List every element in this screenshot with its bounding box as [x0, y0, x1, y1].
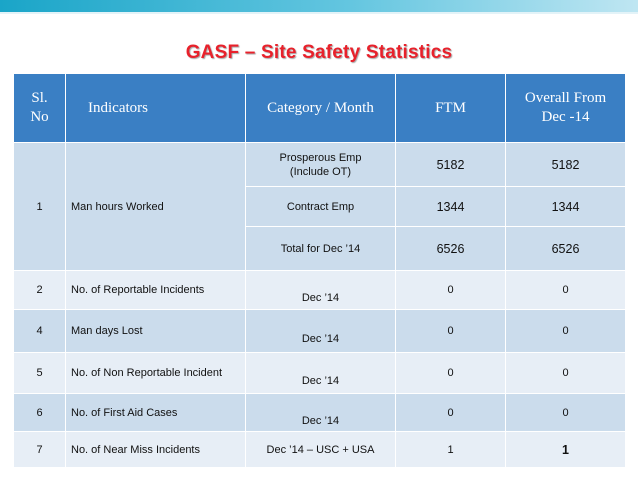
row-indicator-cell: No. of Near Miss Incidents [66, 432, 246, 468]
row-indicator-cell: No. of Reportable Incidents [66, 271, 246, 310]
row-category-cell: Contract Emp [246, 187, 396, 227]
row-indicator-cell: Man hours Worked [66, 143, 246, 271]
header-category-month: Category / Month [246, 74, 396, 143]
table-row [14, 432, 626, 468]
row-overall-cell: 5182 [506, 143, 626, 187]
row-sl-cell: 1 [14, 143, 66, 271]
row-ftm-cell: 5182 [396, 143, 506, 187]
row-sl-cell: 7 [14, 432, 66, 468]
row-sl-cell: 4 [14, 310, 66, 353]
row-sl-cell: 2 [14, 271, 66, 310]
row-ftm-cell: 0 [396, 310, 506, 353]
row-ftm-cell: 0 [396, 394, 506, 432]
table-row [14, 394, 626, 432]
row-overall-cell: 0 [506, 353, 626, 394]
row-category-cell: Dec ’14 [246, 394, 396, 432]
row-indicator-cell: No. of First Aid Cases [66, 394, 246, 432]
row-sl-cell: 5 [14, 353, 66, 394]
row-overall-cell: 1 [506, 432, 626, 468]
row-overall-cell: 0 [506, 394, 626, 432]
row-ftm-cell: 0 [396, 353, 506, 394]
row-overall-cell: 1344 [506, 187, 626, 227]
row-indicator-cell: No. of Non Reportable Incident [66, 353, 246, 394]
header-ftm: FTM [396, 74, 506, 143]
safety-statistics-table [13, 73, 626, 468]
header-sl-no: Sl. No [14, 74, 66, 143]
row-category-cell: Dec ’14 [246, 353, 396, 394]
table-row [14, 353, 626, 394]
row-ftm-cell: 1 [396, 432, 506, 468]
table-row [14, 143, 626, 187]
row-category-cell: Dec ’14 – USC + USA [246, 432, 396, 468]
row-category-cell: Prosperous Emp (Include OT) [246, 143, 396, 187]
header-row [14, 74, 626, 143]
row-indicator-cell: Man days Lost [66, 310, 246, 353]
table-row [14, 310, 626, 353]
row-category-cell: Dec ’14 [246, 310, 396, 353]
row-ftm-cell: 0 [396, 271, 506, 310]
row-ftm-cell: 1344 [396, 187, 506, 227]
row-ftm-cell: 6526 [396, 227, 506, 271]
row-category-cell: Dec ’14 [246, 271, 396, 310]
page-title: GASF – Site Safety Statistics [185, 42, 453, 63]
row-category-cell: Total for Dec ’14 [246, 227, 396, 271]
top-accent-line [0, 12, 638, 14]
row-overall-cell: 0 [506, 271, 626, 310]
header-overall: Overall From Dec -14 [506, 74, 626, 143]
row-overall-cell: 0 [506, 310, 626, 353]
table-row [14, 271, 626, 310]
row-overall-cell: 6526 [506, 227, 626, 271]
top-accent-bar [0, 0, 638, 12]
header-indicators: Indicators [66, 74, 246, 143]
row-sl-cell: 6 [14, 394, 66, 432]
